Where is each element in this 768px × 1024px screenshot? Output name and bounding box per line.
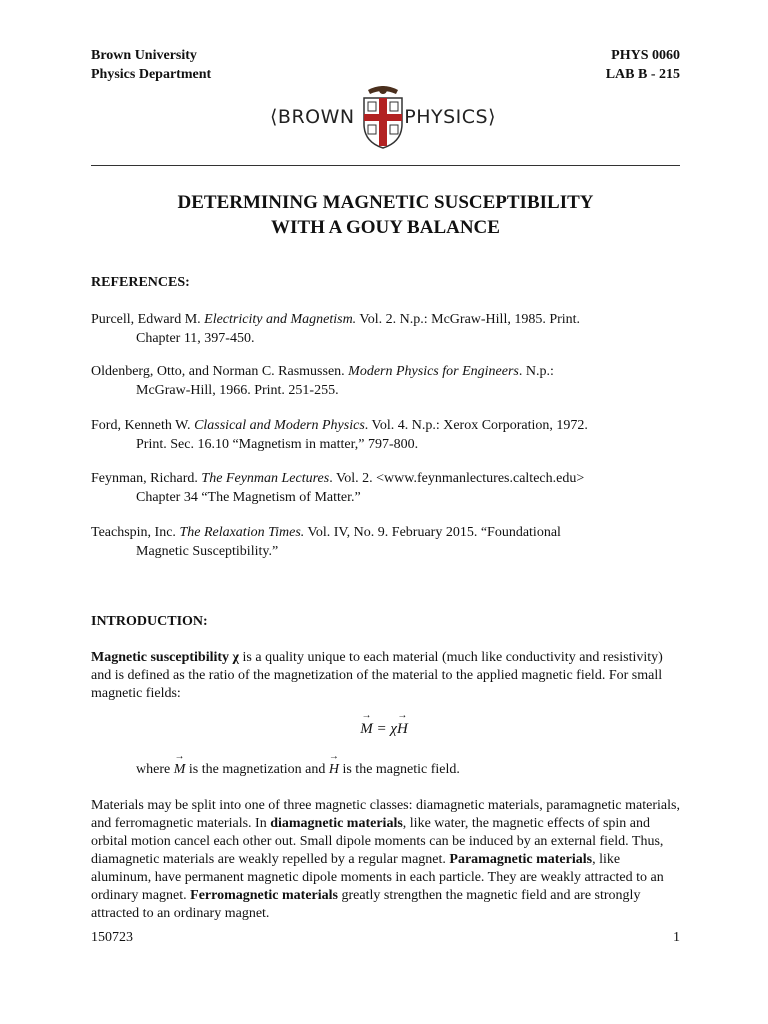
course-code: PHYS 0060 xyxy=(611,48,680,63)
reference-continuation: Print. Sec. 16.10 “Magnetism in matter,” 797-800. xyxy=(136,437,419,452)
equation-m-chi-h xyxy=(0,721,768,738)
reference-author: Oldenberg, Otto, and Norman C. Rasmussen. xyxy=(91,364,349,379)
reference-item xyxy=(91,416,681,454)
reference-title: Classical and Modern Physics xyxy=(194,418,365,433)
reference-title: Electricity and Magnetism. xyxy=(204,312,357,327)
reference-details: . Vol. 2. <www.feynmanlectures.caltech.edu> xyxy=(329,471,585,486)
reference-title: Modern Physics for Engineers xyxy=(348,364,519,379)
lab-room: LAB B - 215 xyxy=(605,67,680,82)
title-line-1: DETERMINING MAGNETIC SUSCEPTIBILITY xyxy=(177,192,594,213)
paragraph-text: greatly strengthen the magnetic field and are strongly attracted to an ordinary magnet. xyxy=(91,888,641,921)
logo-brown-text: ⟨BROWN xyxy=(270,106,355,128)
where-text: is the magnetization and xyxy=(185,762,329,777)
paragraph-text: , like aluminum, have permanent magnetic dipole moments in each particle. They are weakly attracted to an ordinary magnet. xyxy=(91,852,664,903)
department-name: Physics Department xyxy=(91,67,212,82)
intro-paragraph-2 xyxy=(91,797,681,923)
document-title xyxy=(91,190,680,240)
logo-physics-text: PHYSICS⟩ xyxy=(404,106,496,128)
reference-title: The Feynman Lectures xyxy=(201,471,330,486)
footer-doc-code: 150723 xyxy=(91,930,133,945)
reference-title: The Relaxation Times. xyxy=(179,525,305,540)
term-ferromagnetic: Ferromagnetic materials xyxy=(190,888,338,903)
reference-details: Vol. 2. N.p.: McGraw-Hill, 1985. Print. xyxy=(356,312,581,327)
reference-item xyxy=(91,362,681,400)
reference-item xyxy=(91,310,681,348)
paragraph-text: is a quality unique to each material (much like conductivity and resistivity) and is defined as the ratio of the magnetization of the material to the applied magnetic field. For small magnetic fields: xyxy=(91,650,663,701)
reference-details: . Vol. 4. N.p.: Xerox Corporation, 1972. xyxy=(364,418,588,433)
paragraph-text: Materials may be split into one of three magnetic classes: diamagnetic materials, paramagnetic materials, and ferromagnetic materials. In xyxy=(91,798,680,831)
reference-continuation: McGraw-Hill, 1966. Print. 251-255. xyxy=(136,383,339,398)
brown-physics-logo xyxy=(270,82,496,154)
where-text: where xyxy=(136,762,174,777)
reference-item xyxy=(91,523,681,561)
reference-details: . N.p.: xyxy=(518,364,554,379)
introduction-heading: INTRODUCTION: xyxy=(91,614,208,629)
university-name: Brown University xyxy=(91,48,197,63)
footer-page-number: 1 xyxy=(673,930,680,945)
header-divider xyxy=(91,165,680,166)
term-diamagnetic: diamagnetic materials xyxy=(270,816,403,831)
vector-m: → M xyxy=(360,721,373,738)
term-magnetic-susceptibility: Magnetic susceptibility χ xyxy=(91,650,240,665)
vector-m-inline: → M xyxy=(174,762,186,778)
references-heading: REFERENCES: xyxy=(91,275,190,290)
reference-author: Ford, Kenneth W. xyxy=(91,418,195,433)
header-course xyxy=(606,46,680,84)
term-paramagnetic: Paramagnetic materials xyxy=(449,852,593,867)
reference-item xyxy=(91,469,681,507)
where-text: is the magnetic field. xyxy=(338,762,460,777)
intro-paragraph-1 xyxy=(91,649,681,703)
equation-operator: = χ xyxy=(372,721,397,737)
reference-author: Feynman, Richard. xyxy=(91,471,202,486)
reference-continuation: Chapter 11, 397-450. xyxy=(136,331,255,346)
reference-author: Teachspin, Inc. xyxy=(91,525,180,540)
vector-h-inline: → H xyxy=(329,762,339,778)
header-institution xyxy=(91,46,211,84)
brown-shield-icon xyxy=(360,84,406,150)
equation-explanation xyxy=(136,762,460,778)
reference-author: Purcell, Edward M. xyxy=(91,312,205,327)
paragraph-text: , like water, the magnetic effects of spin and orbital motion cancel each other out. Small dipole moments can be induced by an external field. Thus, diamagnetic materials are weakly repelled by a regular magnet. xyxy=(91,816,664,867)
reference-details: Vol. IV, No. 9. February 2015. “Foundational xyxy=(304,525,561,540)
reference-continuation: Magnetic Susceptibility.” xyxy=(136,544,279,559)
reference-continuation: Chapter 34 “The Magnetism of Matter.” xyxy=(136,490,361,505)
title-line-2: WITH A GOUY BALANCE xyxy=(271,217,500,238)
vector-h: → H xyxy=(397,721,408,738)
